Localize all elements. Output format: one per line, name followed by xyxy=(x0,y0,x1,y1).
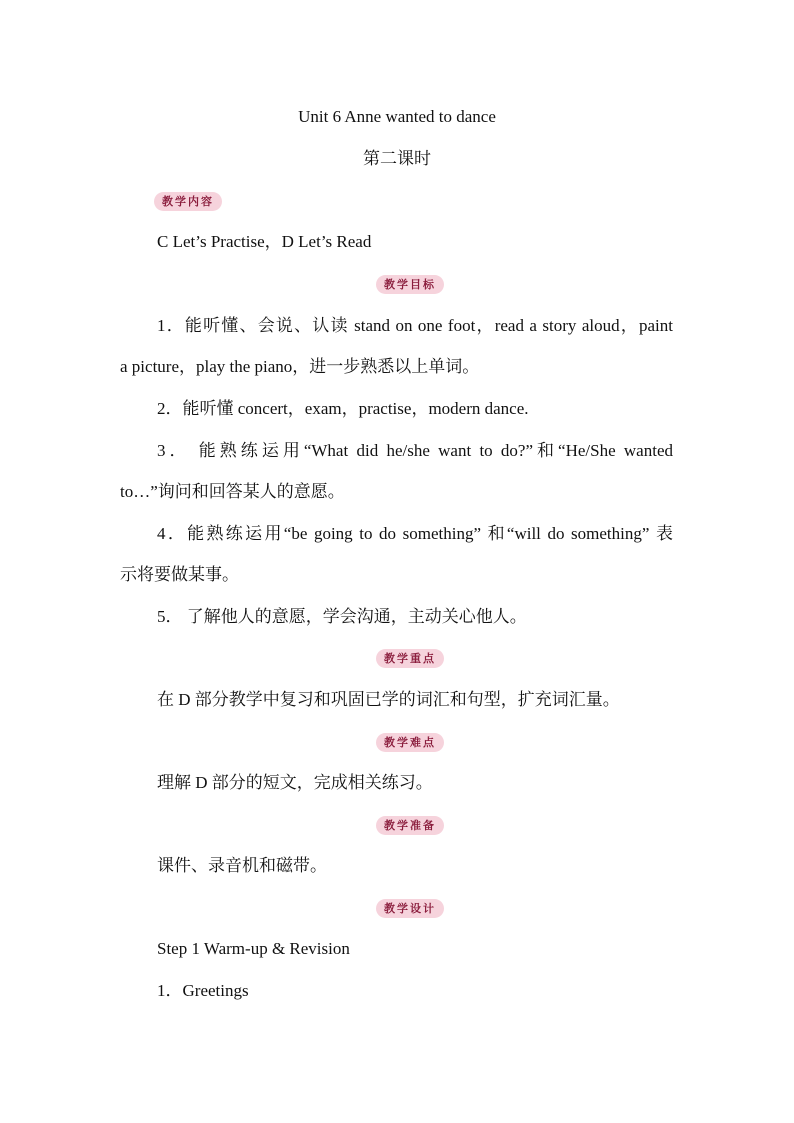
section-label-preparation: 教学准备 xyxy=(376,816,444,835)
objective-2: 2．能听懂 concert，exam，practise，modern dance. xyxy=(157,399,529,418)
section-label-key-points: 教学重点 xyxy=(376,649,444,668)
preparation-text: 课件、录音机和磁带。 xyxy=(157,856,327,875)
objective-3-line2: to…”询问和回答某人的意愿。 xyxy=(120,482,345,501)
objective-4-line1: 4．能熟练运用“be going to do something” 和“will do something” 表 xyxy=(157,524,673,543)
design-item: 1．Greetings xyxy=(157,981,249,1000)
section-label-content: 教学内容 xyxy=(154,192,222,211)
lesson-subtitle: 第二课时 xyxy=(363,149,431,168)
section-label-difficulties: 教学难点 xyxy=(376,733,444,752)
key-points-text: 在 D 部分教学中复习和巩固已学的词汇和句型，扩充词汇量。 xyxy=(157,690,620,709)
objective-1-line2: a picture，play the piano，进一步熟悉以上单词。 xyxy=(120,357,480,376)
objective-3-line1: 3． 能熟练运用“What did he/she want to do?”和“He/She wanted xyxy=(157,441,673,460)
section-label-objectives: 教学目标 xyxy=(376,275,444,294)
content-text: C Let’s Practise，D Let’s Read xyxy=(157,232,372,251)
objective-4-line2: 示将要做某事。 xyxy=(120,565,239,584)
design-step: Step 1 Warm-up & Revision xyxy=(157,939,350,958)
section-label-design: 教学设计 xyxy=(376,899,444,918)
objective-1-line1: 1．能听懂、会说、认读 stand on one foot，read a story aloud，paint xyxy=(157,316,673,335)
document-title: Unit 6 Anne wanted to dance xyxy=(298,107,496,126)
difficulties-text: 理解 D 部分的短文，完成相关练习。 xyxy=(157,773,433,792)
objective-5: 5． 了解他人的意愿，学会沟通，主动关心他人。 xyxy=(157,607,527,626)
